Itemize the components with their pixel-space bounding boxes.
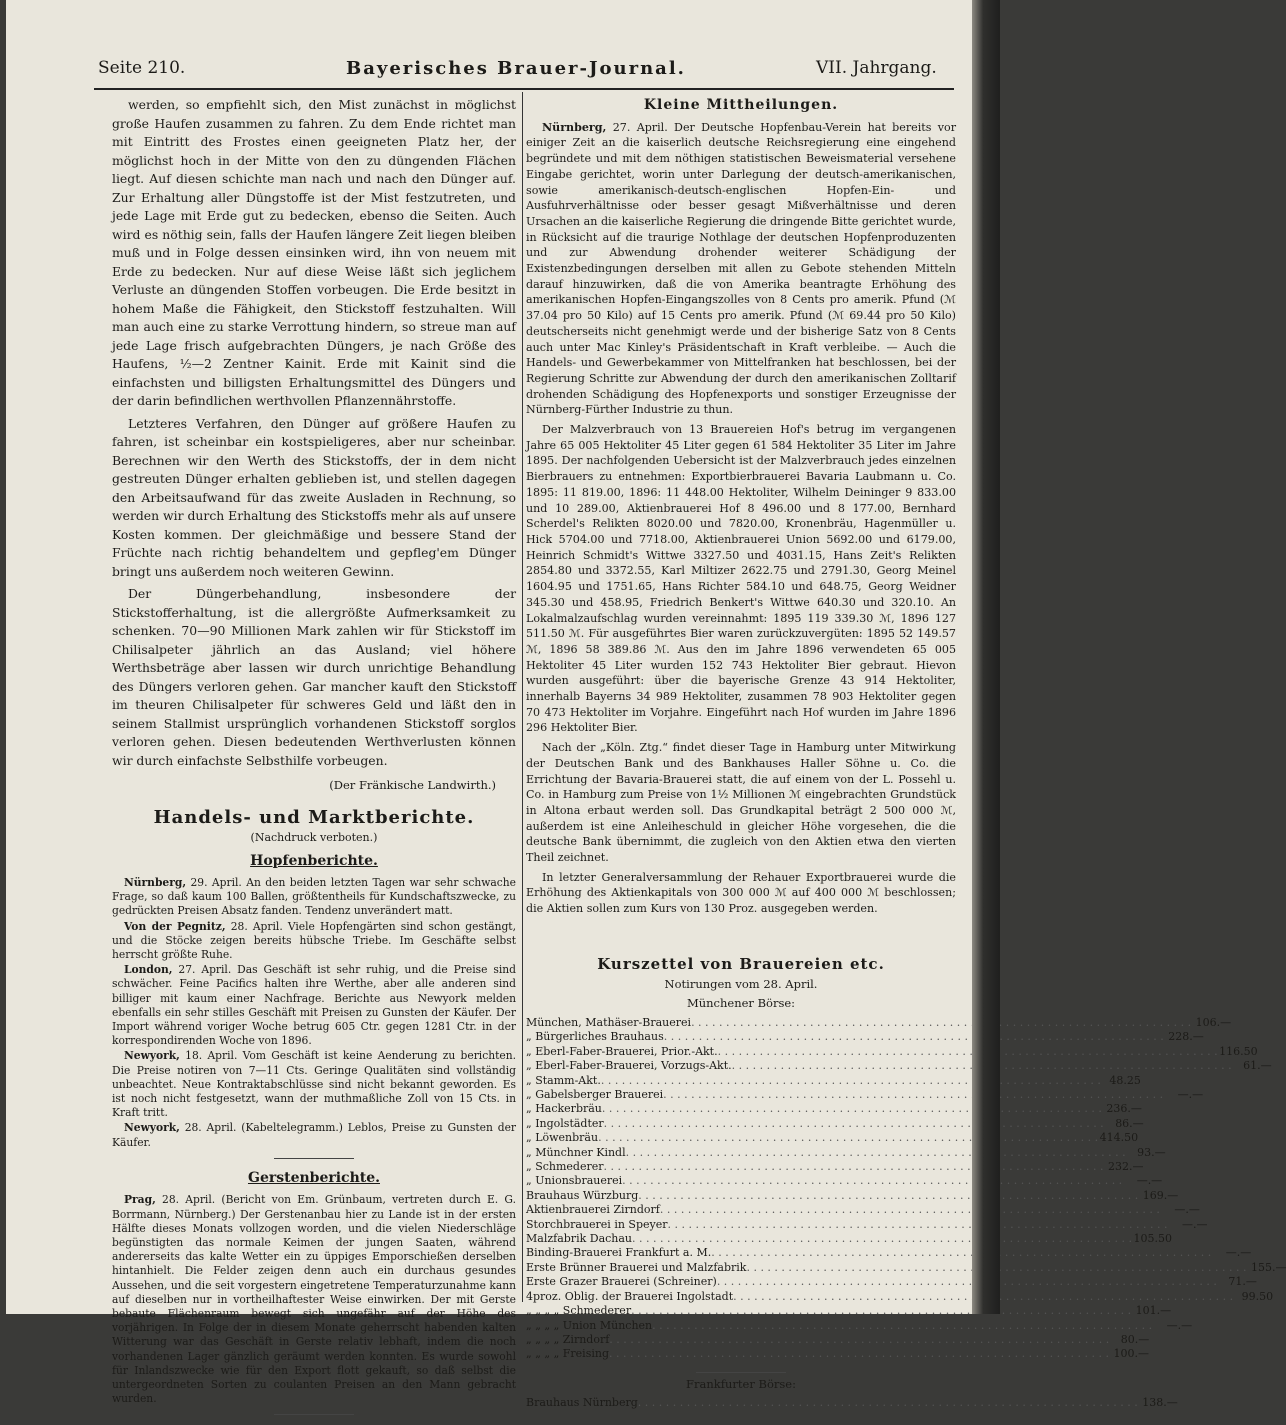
report-text: 28. April. (Kabeltelegramm.) Leblos, Preise zu Gunsten der Käufer. xyxy=(112,1121,516,1149)
price-value: —.— xyxy=(1177,1088,1204,1101)
price-value: 116.50 xyxy=(1219,1044,1258,1058)
leader-dots xyxy=(601,1074,1101,1088)
report-place: Nürnberg, xyxy=(124,876,187,889)
brewery-name: „ Eberl-Faber-Brauerei, Prior.-Akt. xyxy=(526,1044,718,1058)
frankfurt-exchange-label: Frankfurter Börse: xyxy=(686,1376,796,1391)
price-row xyxy=(526,1174,1163,1188)
price-value: 61.— xyxy=(1243,1059,1272,1073)
leader-dots xyxy=(717,1275,1217,1289)
leader-dots xyxy=(604,1117,1104,1131)
report-text: 28. April. Viele Hopfengärten sind schon gestängt, und die Stöcke zeigen bereits hübsche Triebe. Im Geschäfte selbst herrscht größte Ruhe. xyxy=(112,919,516,962)
price-value: 93.— xyxy=(1137,1145,1166,1159)
brewery-name: „ Münchner Kindl xyxy=(526,1145,626,1159)
left-column xyxy=(112,96,516,1425)
price-row xyxy=(526,1332,1150,1347)
page-number: Seite 210. xyxy=(98,58,186,78)
leader-dots xyxy=(638,1189,1138,1203)
brewery-name: „ Bürgerliches Brauhaus xyxy=(526,1030,664,1044)
report-item xyxy=(112,963,516,1048)
brewery-name: „ Ingolstädter xyxy=(526,1116,604,1130)
price-list-date: Notirungen vom 28. April. xyxy=(664,976,818,991)
price-value: 155.— xyxy=(1250,1260,1286,1274)
price-value: 48.25 xyxy=(1109,1073,1141,1087)
price-value: 101.— xyxy=(1135,1304,1172,1318)
report-text: 18. April. Vom Geschäft ist keine Aenderung zu berichten. Die Preise notiren von 7—11 Cts. Geringe Qualitäten sind vollständig unbeachtet. Neue Kontraktabschlüsse sind nicht bekannt geworden. Es ist noch nicht festgesetzt, wann der muthmaßliche Zoll von 15 Cts. in Kraft tritt. xyxy=(112,1049,516,1120)
price-row xyxy=(526,1073,1141,1088)
report-text: 29. April. An den beiden letzten Tagen war sehr schwache Frage, so daß kaum 100 Ballen, größtentheils für Kundschaftszwecke, zu gedrückten Preisen Absatz fanden. Tendenz unverändert matt. xyxy=(112,876,516,918)
hops-reports-title: Hopfenberichte. xyxy=(250,852,378,869)
leader-dots xyxy=(638,1396,1138,1410)
frankfurt-price-rows xyxy=(526,1396,1178,1410)
price-row xyxy=(526,1318,1193,1333)
header-rule xyxy=(94,88,954,90)
price-list-title: Kurszettel von Brauereien etc. xyxy=(597,954,885,973)
price-value: 99.50 xyxy=(1241,1289,1274,1303)
price-value: —.— xyxy=(1225,1246,1252,1260)
report-item xyxy=(112,1049,516,1120)
price-value: —.— xyxy=(1182,1217,1208,1231)
brewery-name: „ „ „ „ Union München xyxy=(526,1318,653,1332)
brewery-name: München, Mathäser-Brauerei xyxy=(526,1015,692,1029)
price-value: 71.— xyxy=(1228,1275,1257,1289)
report-text: 28. April. (Bericht von Em. Grünbaum, vertreten durch E. G. Borrmann, Nürnberg.) Der Gerstenanbau hier zu Lande ist in der ersten Hälfte dieses Monats vollzogen worden, und die vielen Niederschläge begünstigten das normale Keimen der jungen Saaten, während andererseits das kalte Wetter ein zu üppiges Emporschießen derselben hintanhielt. Die Felder zeigen denn auch ein durchaus gesundes Aussehen, und die seit vorgestern eingetretene Temperaturzunahme kann auf dieselben nur in vortheilhaftester Weise einwirken. Der mit Gerste bebaute Flächenraum bewegt sich ungefähr auf der Höhe des vorjährigen. In Folge der in diesem Monate geherrscht habenden kalten Witterung war das Geschäft in Gerste relativ lebhaft, indem die noch vorhandenen Lager gänzlich geräumt werden konnten. Es wurde sowohl für Inlandszwecke wie für den Export flott gekauft, so daß selbst die untergeordneten Sorten zu coulanten Preisen an den Mann gebracht wurden. xyxy=(112,1193,516,1406)
news-text: 27. April. Der Deutsche Hopfenbau-Verein hat bereits vor einiger Zeit an die kaiserlich deutsche Reichsregierung eine eingehend begründete und mit dem nöthigen statistischen Beweismaterial versehene Eingabe gerichtet, worin unter Darlegung der deutsch-amerikanischen, sowie amerikanisch-deutsch-englischen Hopfen-Ein- und Ausfuhrverhältnisse oder besser gesagt Mißverhältnisse und deren Ursachen an die kaiserliche Regierung die dringende Bitte gerichtet wurde, in Rücksicht auf die traurige Nothlage der deutschen Hopfenproduzenten und zur Abwendung drohender weiterer Schädigung der Existenzbedingungen derselben mit allen zu Gebote stehenden Mitteln darauf hinzuwirken, daß die von Amerika beantragte Erhöhung des amerikanischen Hopfen-Eingangszolles von 8 Cents pro amerik. Pfund (ℳ 37.04 pro 50 Kilo) auf 15 Cents pro amerik. Pfund (ℳ 69.44 pro 50 Kilo) deutscherseits nicht genehmigt werde und der bisherige Satz von 8 Cents auch unter Mac Kinley's Präsidentschaft in Kraft verbleibe. — Auch die Handels- und Gewerbekammer von Mittelfranken hat beschlossen, bei der Regierung Schritte zur Abwendung der durch den amerikanischen Zolltarif drohenden Schädigung des Hopfenexports und sonstiger Erzeugnisse der Nürnberg-Fürther Industrie zu thun. xyxy=(526,120,956,417)
price-row xyxy=(526,1131,1139,1145)
right-column xyxy=(526,96,1286,1411)
leader-dots xyxy=(609,1333,1109,1347)
brewery-name: „ „ „ „ Freising xyxy=(526,1347,609,1361)
brewery-name: „ Eberl-Faber-Brauerei, Vorzugs-Akt. xyxy=(526,1059,732,1073)
brewery-name: „ „ „ „ Schmederer xyxy=(526,1304,632,1318)
leader-dots xyxy=(609,1347,1109,1361)
short-news-title: Kleine Mittheilungen. xyxy=(643,97,839,113)
hops-reports xyxy=(112,876,516,1150)
brewery-name: „ Schmederer xyxy=(526,1160,604,1174)
price-row xyxy=(526,1160,1144,1174)
leader-dots xyxy=(668,1218,1168,1232)
price-row xyxy=(526,1246,1252,1260)
newspaper-page xyxy=(6,0,1286,1410)
leader-dots xyxy=(664,1030,1164,1044)
price-row xyxy=(526,1260,1286,1275)
barley-reports xyxy=(112,1193,516,1406)
price-row xyxy=(526,1015,1232,1030)
leader-dots xyxy=(711,1246,1211,1260)
brewery-name: „ Stamm-Akt. xyxy=(526,1073,601,1087)
price-value: 105.50 xyxy=(1133,1232,1173,1246)
price-row xyxy=(526,1396,1178,1410)
article-paragraph: Letzteres Verfahren, den Dünger auf größere Haufen zu fahren, ist scheinbar ein kostspieligeres, aber nur scheinbar. Berechnen wir den Werth des Stickstoffs, der in dem nicht gestreuten Dünger erhalten geblieben ist, und stellen dagegen den Arbeitsaufwand für das zweite Ausladen in Rechnung, so werden wir durch Erhaltung des Stickstoffs mehr als auf unsere Kosten kommen. Der gleichmäßige und bessere Stand der Früchte nach richtig behandeltem und gepfleg'em Dünger bringt uns außerdem noch weiteren Gewinn. xyxy=(112,415,516,579)
barley-reports-title: Gerstenberichte. xyxy=(247,1169,380,1186)
brewery-name: Brauhaus Nürnberg xyxy=(526,1396,638,1410)
price-row xyxy=(526,1304,1172,1318)
leader-dots xyxy=(660,1203,1160,1217)
price-row xyxy=(526,1347,1150,1361)
report-item xyxy=(112,920,516,963)
leader-dots xyxy=(718,1045,1218,1059)
journal-title: Bayerisches Brauer-Journal. xyxy=(346,58,686,79)
price-value: 228.— xyxy=(1168,1030,1204,1044)
price-value: 414.50 xyxy=(1099,1131,1139,1145)
reprint-note: (Nachdruck verboten.) xyxy=(250,831,378,844)
article-paragraph: werden, so empfiehlt sich, den Mist zunächst in möglichst große Haufen zusammen zu fahren. Zu dem Ende richtet man mit Eintritt des Frostes einen geeigneten Platz her, der möglichst hoch in der Mitte von den zu düngenden Flächen liegt. Auf diesen schichte man nach und nach den Dünger auf. Zur Erhaltung aller Düngstoffe ist der Mist festzutreten, und jede Lage mit Erde gut zu bedecken, ebenso die Seiten. Auch wird es nöthig sein, falls der Haufen längere Zeit liegen bleiben muß und in Folge dessen einsinken wird, ihn von neuem mit Erde zu bedecken. Nur auf diese Weise läßt sich jeglichem Verluste an düngenden Stoffen vorbeugen. Die Erde besitzt in hohem Maße die Fähigkeit, den Stickstoff festzuhalten. Will man auch eine zu starke Verrottung hindern, so streue man auf jede Lage frisch aufgebrachten Düngers, je nach Größe des Haufens, ½—2 Zentner Kainit. Erde mit Kainit sind die einfachsten und billigsten Erhaltungsmittel des Düngers und der darin befindlichen werthvollen Pflanzennährstoffe. xyxy=(112,97,516,408)
price-list xyxy=(526,954,1286,1411)
news-paragraph xyxy=(526,422,956,736)
news-paragraph xyxy=(526,120,956,418)
report-item xyxy=(112,1121,516,1149)
report-place: Newyork, xyxy=(124,1121,180,1135)
column-divider xyxy=(522,92,523,1302)
brewery-name: Malzfabrik Dachau xyxy=(526,1232,633,1246)
munich-exchange-label: Münchener Börse: xyxy=(686,996,796,1011)
leader-dots xyxy=(663,1088,1163,1102)
price-row xyxy=(526,1088,1204,1102)
price-value: 86.— xyxy=(1115,1116,1144,1130)
news-text: Der Malzverbrauch von 13 Brauereien Hof's betrug im vergangenen Jahre 65 005 Hektoliter 45 Liter gegen 61 584 Hektoliter 35 Liter im Jahre 1895. Der nachfolgenden Uebersicht ist der Malzverbrauch jedes einzelnen Bierbrauers zu entnehmen: Exportbierbrauerei Bavaria Laubmann u. Co. 1895: 11 819.00, 1896: 11 448.00 Hektoliter, Wilhelm Deininger 9 833.00 und 10 289.00, Aktienbrauerei Hof 8 496.00 und 8 177.00, Bernhard Scherdel's Relikten 8020.00 und 7820.00, Kronenbräu, Hagenmüller u. Hick 5704.00 und 7718.00, Aktienbrauerei Union 5692.00 und 6179.00, Heinrich Schmidt's Wittwe 3327.50 und 4031.15, Hans Zeit's Relikten 2854.80 und 3372.55, Karl Miltizer 2622.75 und 2791.30, Georg Meinel 1604.95 und 1751.65, Hans Richter 584.10 und 648.75, Georg Weidner 345.30 und 458.95, Friedrich Benkert's Wittwe 640.30 und 320.10. An Lokalmalzaufschlag wurden vereinnahmt: 1895 119 339.30 ℳ, 1896 127 511.50 ℳ. Für ausgeführtes Bier waren zurückzuvergüten: 1895 52 149.57 ℳ, 1896 58 389.86 ℳ. Aus den im Jahre 1896 verwendeten 65 005 Hektoliter 45 Liter wurden 152 743 Hektoliter Bier gebraut. Hievon wurden ausgeführt: über die bayerische Grenze 43 914 Hektoliter, innerhalb Bayerns 34 989 Hektoliter, zusammen 78 903 Hektoliter gegen 70 473 Hektoliter im Vorjahre. Eingeführt nach Hof wurden im Jahre 1896 296 Hektoliter Bier. xyxy=(526,423,956,735)
price-value: 80.— xyxy=(1120,1332,1150,1346)
separator xyxy=(696,1372,786,1373)
brewery-name: „ Löwenbräu xyxy=(526,1131,599,1145)
leader-dots xyxy=(632,1232,1132,1246)
brewery-name: „ Gabelsberger Brauerei xyxy=(526,1088,664,1101)
price-value: —.— xyxy=(1166,1318,1193,1332)
leader-dots xyxy=(604,1160,1104,1174)
page-edge xyxy=(972,0,1000,1314)
price-value: 106.— xyxy=(1195,1015,1232,1029)
price-row xyxy=(526,1145,1166,1160)
news-lead: Nürnberg, xyxy=(542,120,607,134)
brewery-name: Brauhaus Würzburg xyxy=(526,1188,639,1202)
report-item xyxy=(112,1193,516,1406)
price-value: 169.— xyxy=(1142,1188,1179,1202)
report-place: Von der Pegnitz, xyxy=(124,919,226,933)
price-value: —.— xyxy=(1136,1174,1163,1188)
report-item xyxy=(112,876,516,919)
leader-dots xyxy=(652,1319,1152,1333)
short-news xyxy=(526,120,956,917)
brewery-name: „ Unionsbrauerei xyxy=(526,1174,623,1188)
report-place: Prag, xyxy=(124,1193,156,1207)
leader-dots xyxy=(631,1304,1131,1318)
price-row xyxy=(526,1030,1204,1044)
brewery-name: „ Hackerbräu xyxy=(526,1102,602,1116)
news-paragraph xyxy=(526,740,956,866)
news-text: In letzter Generalversammlung der Rehauer Exportbrauerei wurde die Erhöhung des Aktienkapitals von 300 000 ℳ auf 400 000 ℳ beschlossen; die Aktien sollen zum Kurs von 130 Proz. ausgegeben werden. xyxy=(526,870,956,916)
price-value: 236.— xyxy=(1106,1102,1142,1116)
leader-dots xyxy=(598,1131,1098,1145)
fertilizer-article xyxy=(112,96,516,770)
price-row xyxy=(526,1217,1208,1232)
price-row xyxy=(526,1188,1179,1203)
price-value: 138.— xyxy=(1142,1396,1178,1410)
leader-dots xyxy=(691,1016,1191,1030)
price-row xyxy=(526,1116,1144,1131)
price-value: 232.— xyxy=(1108,1160,1144,1174)
separator xyxy=(274,1158,354,1159)
report-place: London, xyxy=(124,963,173,977)
brewery-name: Binding-Brauerei Frankfurt a. M. xyxy=(526,1246,712,1260)
brewery-name: Aktienbrauerei Zirndorf xyxy=(526,1203,660,1217)
price-row xyxy=(526,1044,1258,1059)
news-paragraph xyxy=(526,870,956,917)
price-row xyxy=(526,1289,1274,1304)
separator xyxy=(274,1414,354,1415)
report-text: 27. April. Das Geschäft ist sehr ruhig, und die Preise sind schwächer. Feine Pacifics halten ihre Werthe, aber alle anderen sind billiger mit kaum einer Nachfrage. Berichte aus Newyork melden ebenfalls ein sehr stilles Geschäft mit Preisen zu Gunsten der Käufer. Der Import während voriger Woche betrug 605 Ctr. gegen 1281 Ctr. in der korrespondirenden Woche von 1896. xyxy=(112,963,516,1048)
price-row xyxy=(526,1102,1142,1116)
brewery-name: Erste Brünner Brauerei und Malzfabrik xyxy=(526,1260,747,1274)
price-value: —.— xyxy=(1174,1203,1200,1217)
article-paragraph: Der Düngerbehandlung, insbesondere der Stickstofferhaltung, ist die allergrößte Aufmerksamkeit zu schenken. 70—90 Millionen Mark zahlen wir für Stickstoff im Chilisalpeter jährlich an das Ausland; viel höhere Werthsbeträge aber lassen wir durch unrichtige Behandlung des Düngers verloren gehen. Gar mancher kauft den Stickstoff im theuren Chilisalpeter für schweres Geld und läßt den in seinem Stallmist ursprünglich vorhandenen Stickstoff sorglos verloren gehen. Diesen bedeutenden Werthverlusten können wir durch einfachste Selbsthilfe vorbeugen. xyxy=(112,586,516,768)
leader-dots xyxy=(622,1174,1122,1188)
article-source: (Der Fränkische Landwirth.) xyxy=(329,778,496,792)
price-row xyxy=(526,1059,1272,1073)
price-row xyxy=(526,1275,1257,1289)
report-place: Newyork, xyxy=(124,1049,180,1063)
price-row xyxy=(526,1203,1200,1217)
brewery-name: „ „ „ „ Zirndorf xyxy=(526,1332,610,1346)
market-section-title: Handels- und Marktberichte. xyxy=(153,806,475,828)
leader-dots xyxy=(626,1146,1126,1160)
brewery-name: Storchbrauerei in Speyer xyxy=(526,1217,668,1231)
leader-dots xyxy=(602,1102,1102,1116)
brewery-name: 4proz. Oblig. der Brauerei Ingolstadt xyxy=(526,1289,734,1303)
news-text: Nach der „Köln. Ztg.“ findet dieser Tage in Hamburg unter Mitwirkung der Deutschen Bank und des Bankhauses Haller Söhne u. Co. die Errichtung der Bavaria-Brauerei statt, die auf einem von der L. Possehl u. Co. in Hamburg zum Preise von 1½ Millionen ℳ eingebrachten Grundstück in Altona erbaut werden soll. Das Grundkapital beträgt 2 500 000 ℳ, außerdem ist eine Anleiheschuld in gleicher Höhe vorgesehen, die die deutsche Bank übernimmt, die zugleich von den Aktien etwa den vierten Theil zeichnet. xyxy=(526,741,956,865)
brewery-name: Erste Grazer Brauerei (Schreiner) xyxy=(526,1275,717,1289)
volume-label: VII. Jahrgang. xyxy=(816,58,937,78)
munich-price-rows xyxy=(526,1015,1286,1362)
price-row xyxy=(526,1232,1173,1246)
price-value: 100.— xyxy=(1113,1347,1150,1361)
